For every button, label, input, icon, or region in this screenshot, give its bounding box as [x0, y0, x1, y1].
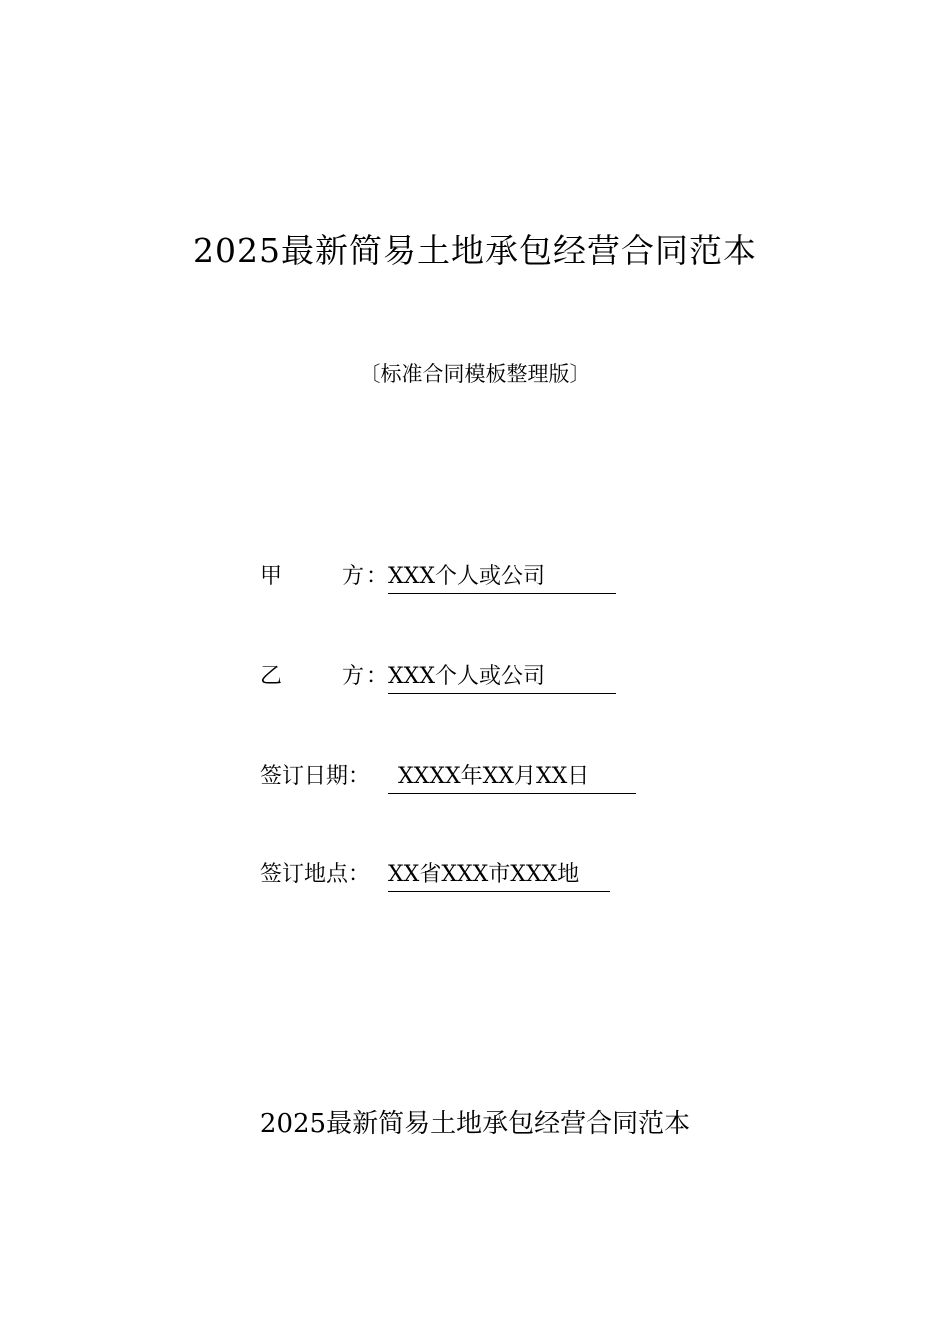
document-subtitle: 〔标准合同模板整理版〕 [359, 362, 591, 386]
sign-date-field [260, 760, 636, 794]
party-a-value: XXX个人或公司 [388, 560, 616, 594]
party-b-label-char2: 方 [341, 664, 364, 689]
sign-place-label: 签订地点： [260, 862, 371, 887]
party-a-field [260, 560, 616, 594]
party-b-value: XXX个人或公司 [388, 660, 616, 694]
party-a-label-char1: 甲 [260, 564, 283, 589]
sign-date-value: XXXX年XX月XX日 [388, 760, 636, 794]
sign-date-label: 签订日期： [260, 764, 371, 789]
party-b-colon: ： [365, 664, 388, 689]
party-b-label-char1: 乙 [260, 664, 283, 689]
party-a-colon: ： [365, 564, 388, 589]
party-b-field [260, 660, 616, 694]
footer-title: 2025最新简易土地承包经营合同范本 [259, 1109, 691, 1139]
sign-place-field [260, 858, 610, 892]
party-a-label-char2: 方 [341, 564, 364, 589]
document-title: 2025最新简易土地承包经营合同范本 [193, 231, 757, 270]
sign-place-value: XX省XXX市XXX地 [388, 858, 610, 892]
